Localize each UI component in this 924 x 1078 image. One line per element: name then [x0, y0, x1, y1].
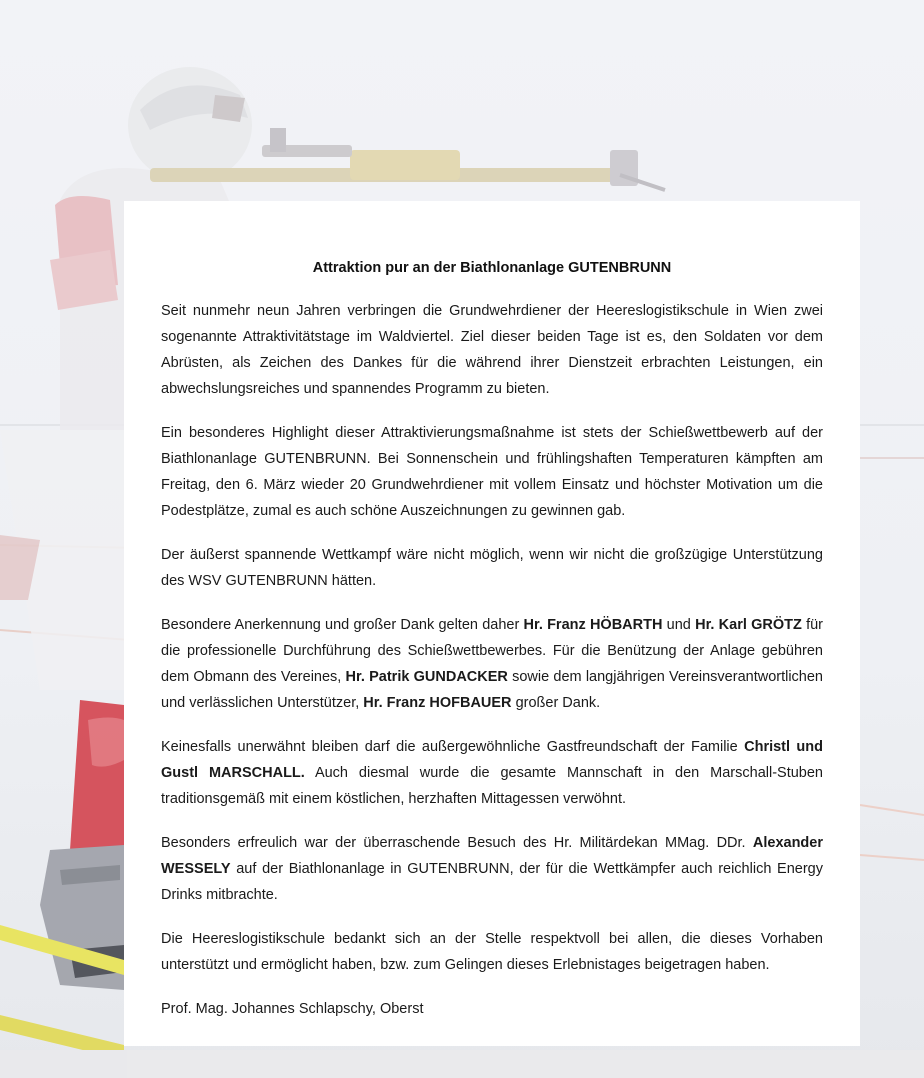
text-run: Die Heereslogistikschule bedankt sich an der Stelle respektvoll bei allen, die dieses Vorhaben unterstützt und ermöglicht haben, bzw. zum Gelingen dieses Erlebnistages beigetragen haben. [161, 931, 823, 973]
text-run: für die professionelle Durchführung des Schießwettbewerbes. Für die Benützung der Anlage gebühren dem Obmann des Vereines, [161, 617, 823, 685]
text-run: großer Dank. [511, 695, 601, 711]
bold-name: Alexander WESSELY [161, 835, 823, 877]
article-body [161, 298, 823, 978]
text-run: Auch diesmal wurde die gesamte Mannschaft in den Marschall-Stuben traditionsgemäß mit einem köstlichen, herzhaften Mittagessen verwöhnt. [161, 765, 823, 807]
bold-name: Christl und Gustl MARSCHALL. [161, 739, 823, 781]
bold-name: Hr. Patrik GUNDACKER [345, 669, 508, 685]
text-run: Der äußerst spannende Wettkampf wäre nicht möglich, wenn wir nicht die großzügige Unterstützung des WSV GUTENBRUNN hätten. [161, 547, 823, 589]
bold-name: Hr. Karl GRÖTZ [695, 617, 802, 633]
text-run: sowie dem langjährigen Vereinsverantwortlichen und verlässlichen Unterstützer, [161, 669, 824, 711]
article-paragraph [161, 420, 823, 524]
article-paragraph [161, 734, 823, 812]
article-paragraph [161, 298, 823, 402]
bold-name: Hr. Franz HÖBARTH [523, 617, 663, 633]
article-title: Attraktion pur an der Biathlonanlage GUTENBRUNN [312, 260, 672, 276]
text-run: Ein besonderes Highlight dieser Attraktivierungsmaßnahme ist stets der Schießwettbewerb auf der Biathlonanlage GUTENBRUNN. Bei Sonnenschein und frühlingshaften Temperaturen kämpften am Freitag, den 6. März wieder 20 Grundwehrdiener mit vollem Einsatz und höchster Motivation um die Podestplätze, zumal es auch schöne Auszeichnungen zu gewinnen gab. [161, 425, 823, 519]
text-run: und [662, 617, 696, 633]
text-run: Besonders erfreulich war der überraschende Besuch des Hr. Militärdekan MMag. DDr. [161, 835, 753, 851]
text-run: Keinesfalls unerwähnt bleiben darf die außergewöhnliche Gastfreundschaft der Familie [161, 739, 745, 755]
bold-name: Hr. Franz HOFBAUER [363, 695, 512, 711]
article-paragraph [161, 926, 823, 978]
text-run: Seit nunmehr neun Jahren verbringen die Grundwehrdiener der Heereslogistikschule in Wien zwei sogenannte Attraktivitätstage im Waldviertel. Ziel dieser beiden Tage ist es, den Soldaten vor dem Abrüsten, als Zeichen des Dankes für die während ihrer Dienstzeit erbrachten Leistungen, ein abwechslungsreiches und spannendes Programm zu bieten. [161, 303, 823, 397]
text-run: Besondere Anerkennung und großer Dank gelten daher [161, 617, 524, 633]
article-paragraph [161, 542, 823, 594]
article-paragraph [161, 612, 823, 716]
text-run: auf der Biathlonanlage in GUTENBRUNN, der für die Wettkämpfer auch reichlich Energy Drinks mitbrachte. [161, 861, 823, 903]
article-card [124, 201, 860, 1046]
article-signature: Prof. Mag. Johannes Schlapschy, Oberst [161, 1001, 424, 1017]
article-paragraph [161, 830, 823, 908]
